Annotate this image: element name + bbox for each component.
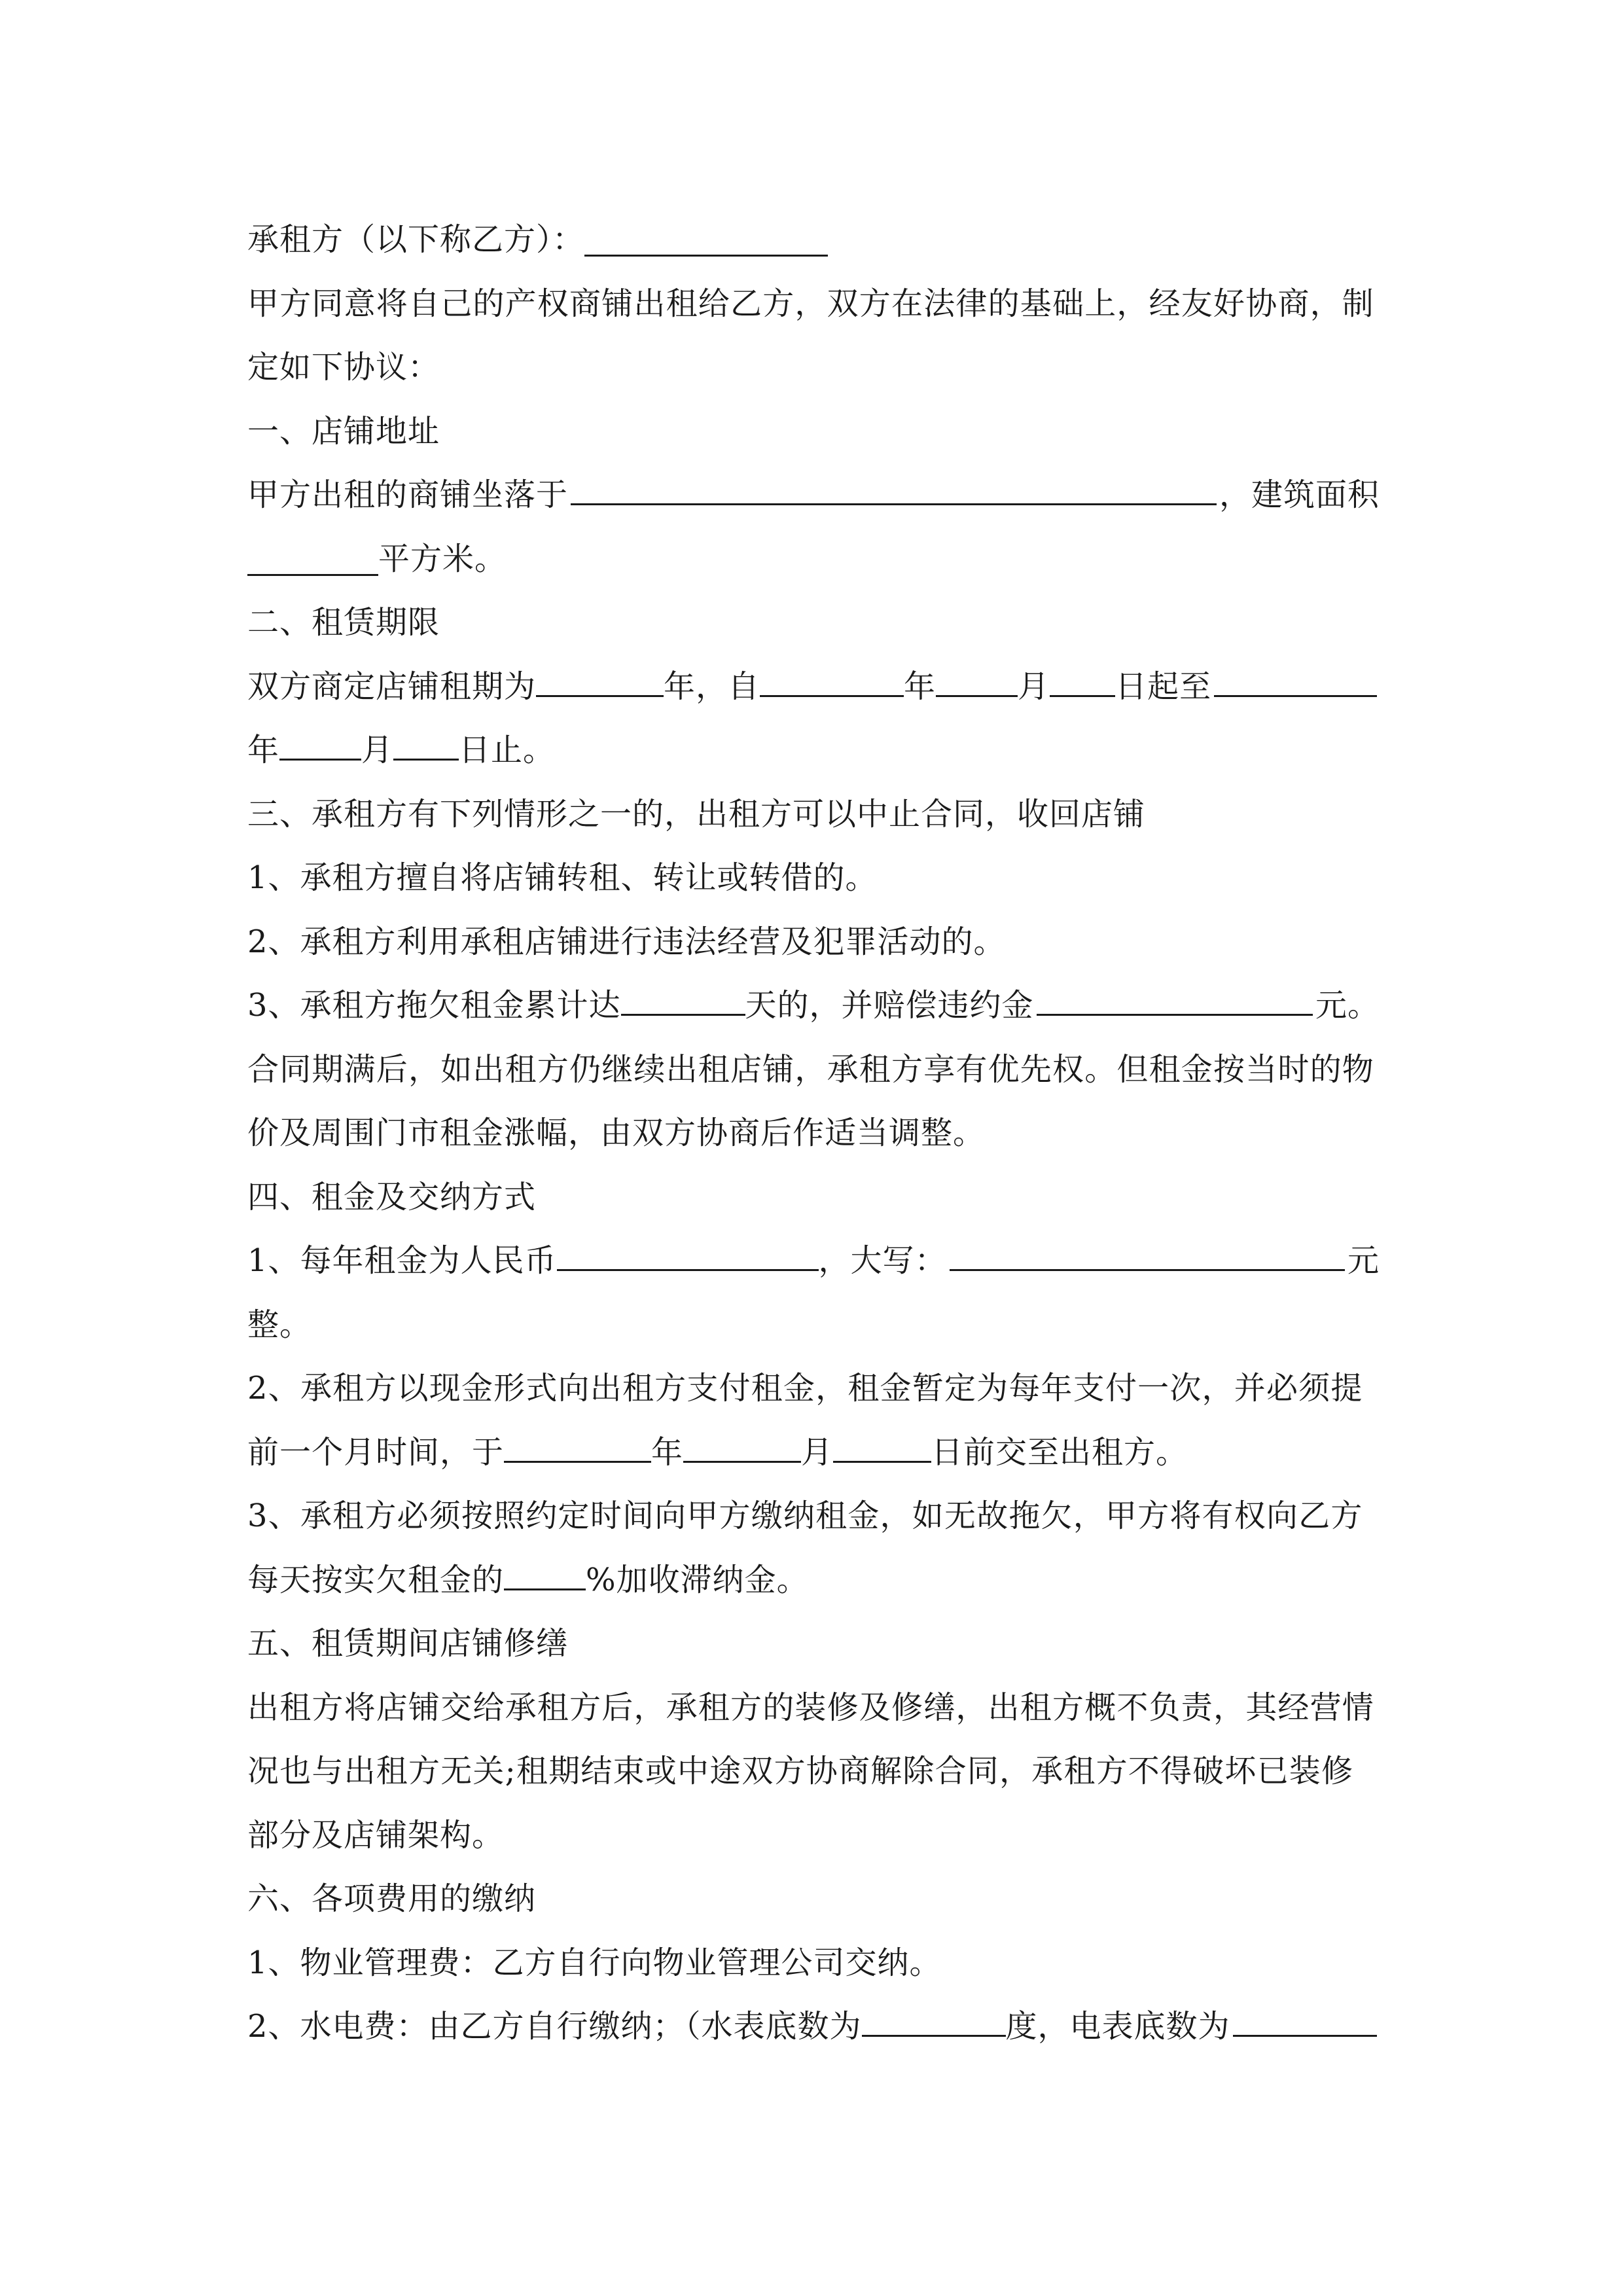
tenant-label: 承租方（以下称乙方）： bbox=[247, 221, 585, 258]
pay-day-blank bbox=[833, 1426, 931, 1463]
area-label: ，建筑面积 bbox=[1219, 476, 1380, 513]
address-blank bbox=[571, 468, 1217, 505]
water-label: 2、水电费：由乙方自行缴纳；（水表底数为 bbox=[247, 2008, 862, 2045]
arrears-label: 3、承租方拖欠租金累计达 bbox=[247, 987, 621, 1024]
late-fee-label: 每天按实欠租金的 bbox=[247, 1561, 505, 1598]
clause-6-1: 1、物业管理费：乙方自行向物业管理公司交纳。 bbox=[247, 1944, 942, 1981]
tenant-line bbox=[247, 208, 1380, 272]
start-month-blank bbox=[936, 660, 1018, 697]
renewal-line-2: 价及周围门市租金涨幅，由双方协商后作适当调整。 bbox=[247, 1115, 986, 1151]
repair-line-3: 部分及店铺架构。 bbox=[247, 1816, 505, 1854]
clause-4-3-line-2 bbox=[247, 1549, 1380, 1613]
address-label: 甲方出租的商铺坐落于 bbox=[247, 476, 569, 513]
section-5-heading: 五、租赁期间店铺修缮 bbox=[247, 1625, 569, 1662]
end-month-blank bbox=[279, 723, 361, 761]
pay-day-label: 日前交至出租方。 bbox=[931, 1433, 1188, 1471]
term-label: 双方商定店铺租期为 bbox=[247, 668, 537, 705]
end-month-label: 月 bbox=[361, 732, 394, 768]
end-year-label: 年 bbox=[247, 732, 280, 768]
contract-page bbox=[247, 208, 1380, 2059]
clause-3-1: 1、承租方擅自将店铺转租、转让或转借的。 bbox=[247, 859, 878, 896]
clause-4-2-line-2 bbox=[247, 1421, 1380, 1485]
water-meter-blank bbox=[862, 2000, 1006, 2037]
clause-3-3 bbox=[247, 974, 1380, 1038]
penalty-label: 天的，并赔偿违约金 bbox=[745, 987, 1034, 1024]
intro-line-2: 定如下协议： bbox=[247, 349, 440, 386]
arrears-days-blank bbox=[621, 978, 745, 1016]
end-day-label: 日止。 bbox=[459, 732, 556, 768]
late-fee-rate-blank bbox=[504, 1553, 586, 1590]
clause-6-2 bbox=[247, 1995, 1380, 2059]
term-line-2 bbox=[247, 719, 1380, 783]
end-year-blank bbox=[1214, 660, 1377, 697]
section-3-heading: 三、承租方有下列情形之一的，出租方可以中止合同，收回店铺 bbox=[247, 795, 1146, 833]
late-fee-unit: %加收滞纳金。 bbox=[586, 1561, 809, 1598]
rent-unit: 元 bbox=[1347, 1242, 1380, 1279]
section-4-heading: 四、租金及交纳方式 bbox=[247, 1178, 537, 1215]
clause-4-1-cont: 整。 bbox=[247, 1306, 312, 1343]
clause-4-3-line-1: 3、承租方必须按照约定时间向甲方缴纳租金，如无故拖欠，甲方将有权向乙方 bbox=[247, 1498, 1363, 1534]
term-years-blank bbox=[536, 660, 664, 697]
clause-3-2: 2、承租方利用承租店铺进行违法经营及犯罪活动的。 bbox=[247, 923, 1006, 960]
clause-4-1 bbox=[247, 1229, 1380, 1293]
electric-meter-blank bbox=[1233, 2000, 1377, 2037]
rent-capital-label: ，大写： bbox=[818, 1242, 947, 1279]
pay-year-label: 年 bbox=[651, 1433, 684, 1471]
repair-line-1: 出租方将店铺交给承租方后，承租方的装修及修缮，出租方概不负责，其经营情 bbox=[247, 1689, 1375, 1726]
end-day-blank bbox=[393, 723, 459, 761]
address-line bbox=[247, 463, 1380, 528]
renewal-line-1: 合同期满后，如出租方仍继续出租店铺，承租方享有优先权。但租金按当时的物 bbox=[247, 1050, 1375, 1088]
electric-label: 度，电表底数为 bbox=[1005, 2008, 1230, 2045]
area-unit: 平方米。 bbox=[378, 540, 507, 577]
pay-month-label: 月 bbox=[801, 1433, 834, 1471]
start-year-label: 年 bbox=[904, 668, 936, 705]
pay-before-label: 前一个月时间，于 bbox=[247, 1433, 505, 1471]
pay-month-blank bbox=[683, 1426, 801, 1463]
area-line bbox=[247, 528, 1380, 592]
tenant-name-blank bbox=[584, 219, 828, 257]
section-2-heading: 二、租赁期限 bbox=[247, 604, 440, 641]
rent-amount-blank bbox=[557, 1234, 819, 1271]
clause-4-2-line-1: 2、承租方以现金形式向出租方支付租金，租金暂定为每年支付一次，并必须提 bbox=[247, 1370, 1363, 1407]
term-from-label: 年，自 bbox=[664, 668, 760, 705]
rent-capital-blank bbox=[950, 1234, 1345, 1271]
penalty-unit: 元。 bbox=[1315, 987, 1380, 1024]
intro-line-1: 甲方同意将自己的产权商铺出租给乙方，双方在法律的基础上，经友好协商，制 bbox=[247, 285, 1375, 322]
start-month-label: 月 bbox=[1018, 668, 1050, 705]
start-day-label: 日起至 bbox=[1115, 668, 1212, 705]
start-day-blank bbox=[1050, 660, 1115, 697]
pay-year-blank bbox=[504, 1426, 651, 1463]
area-blank bbox=[247, 539, 378, 576]
section-1-heading: 一、店铺地址 bbox=[247, 412, 440, 450]
section-6-heading: 六、各项费用的缴纳 bbox=[247, 1880, 537, 1917]
rent-label: 1、每年租金为人民币 bbox=[247, 1242, 557, 1279]
start-year-blank bbox=[760, 660, 904, 697]
penalty-amount-blank bbox=[1037, 978, 1313, 1016]
term-line-1 bbox=[247, 655, 1380, 719]
repair-line-2: 况也与出租方无关;租期结束或中途双方协商解除合同，承租方不得破坏已装修 bbox=[247, 1753, 1354, 1789]
